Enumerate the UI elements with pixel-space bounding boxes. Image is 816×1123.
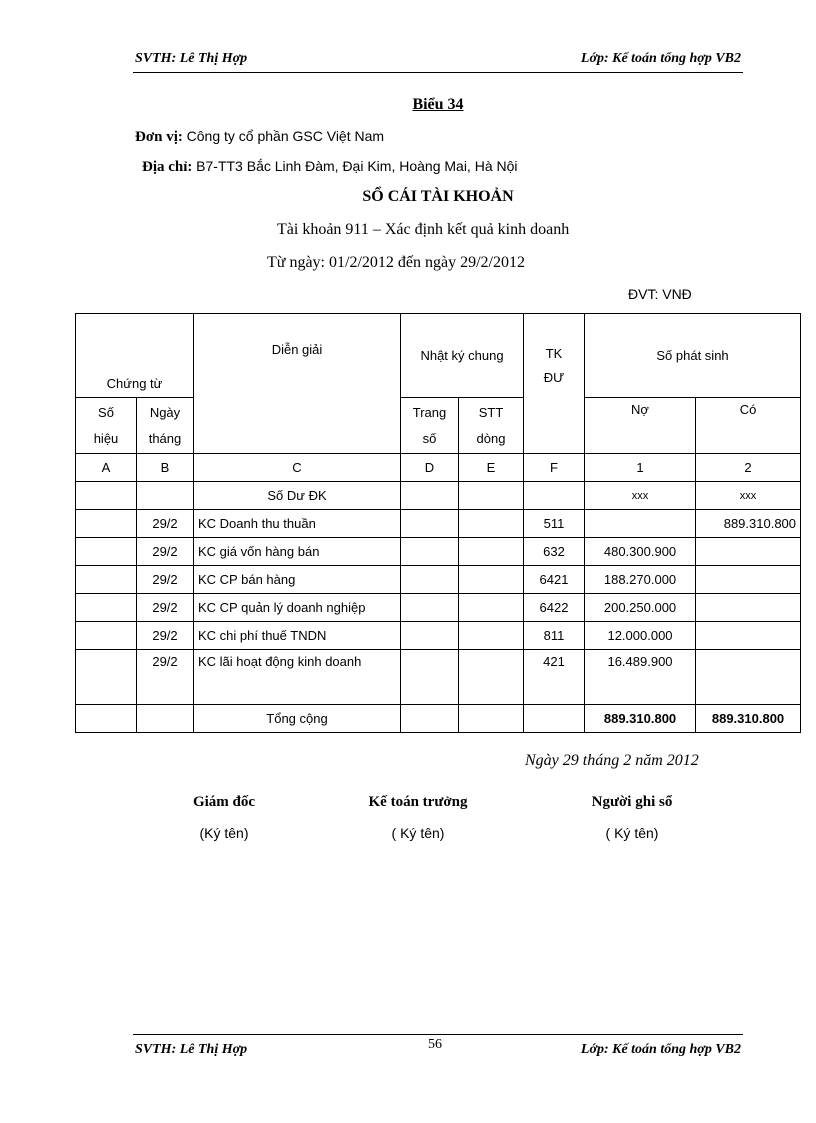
unit-line <box>135 128 384 146</box>
header-credit: Có <box>696 398 801 454</box>
row-account: 6422 <box>524 594 585 622</box>
header-class: Lớp: Kế toán tổng hợp VB2 <box>580 51 741 66</box>
row-account: 632 <box>524 538 585 566</box>
header-journal-stt <box>459 398 524 454</box>
row-credit <box>696 650 801 705</box>
address-label: Địa chỉ: <box>142 159 193 175</box>
table-row <box>76 622 801 650</box>
row-debit: 16.489.900 <box>585 650 696 705</box>
row-debit: 200.250.000 <box>585 594 696 622</box>
row-date: 29/2 <box>137 650 194 705</box>
opening-debit: xxx <box>585 482 696 510</box>
opening-credit: xxx <box>696 482 801 510</box>
signature-title-director: Giám đốc <box>192 794 256 810</box>
total-debit: 889.310.800 <box>585 705 696 733</box>
header-tk-line2: ĐƯ <box>543 370 565 385</box>
code-cell: A <box>76 454 137 482</box>
signature-title-chief-accountant: Kế toán trưởng <box>368 794 468 810</box>
table-row <box>76 510 801 538</box>
row-description: KC CP bán hàng <box>194 566 401 594</box>
row-date: 29/2 <box>137 622 194 650</box>
row-credit <box>696 538 801 566</box>
opening-balance-row <box>76 482 801 510</box>
account-title: Tài khoản 911 – Xác định kết quả kinh doanh <box>277 221 570 238</box>
row-date: 29/2 <box>137 510 194 538</box>
row-description: KC CP quản lý doanh nghiệp <box>194 594 401 622</box>
footer-class: Lớp: Kế toán tổng hợp VB2 <box>580 1042 741 1057</box>
row-account: 511 <box>524 510 585 538</box>
header-tk-du <box>524 314 585 454</box>
row-description: KC Doanh thu thuần <box>194 510 401 538</box>
footer-student: SVTH: Lê Thị Hợp <box>135 1042 248 1057</box>
row-description: KC chi phí thuế TNDN <box>194 622 401 650</box>
code-cell: C <box>194 454 401 482</box>
row-account: 421 <box>524 650 585 705</box>
opening-label: Số Dư ĐK <box>194 482 401 510</box>
signature-note-director: (Ký tên) <box>199 825 249 841</box>
row-debit: 188.270.000 <box>585 566 696 594</box>
row-debit: 12.000.000 <box>585 622 696 650</box>
address-line <box>142 158 518 176</box>
header-date-line2: tháng <box>148 430 182 446</box>
unit-value: Công ty cổ phần GSC Việt Nam <box>186 128 385 144</box>
header-date-line1: Ngày <box>149 404 181 420</box>
address-value: B7-TT3 Bắc Linh Đàm, Đại Kim, Hoàng Mai, Hà Nội <box>196 158 518 174</box>
header-amount: Số phát sinh <box>585 314 801 398</box>
header-voucher-date <box>137 398 194 454</box>
total-row <box>76 705 801 733</box>
row-credit <box>696 594 801 622</box>
code-cell: D <box>401 454 459 482</box>
header-journal-page <box>401 398 459 454</box>
header-debit: Nợ <box>585 398 696 454</box>
header-stt-line1: STT <box>478 404 504 420</box>
currency-unit: ĐVT: VNĐ <box>628 286 692 302</box>
code-cell: E <box>459 454 524 482</box>
header-tk-line1: TK <box>545 346 563 361</box>
row-date: 29/2 <box>137 594 194 622</box>
ledger-table <box>75 313 801 733</box>
header-voucher-no <box>76 398 137 454</box>
header-journal: Nhật ký chung <box>401 314 524 398</box>
code-cell: 2 <box>696 454 801 482</box>
row-date: 29/2 <box>137 538 194 566</box>
sign-date: Ngày 29 tháng 2 năm 2012 <box>525 752 699 769</box>
header-page-line2: số <box>422 430 437 446</box>
signature-note-chief-accountant: ( Ký tên) <box>391 825 445 841</box>
table-row <box>76 650 801 705</box>
header-no-line1: Số <box>98 404 114 420</box>
row-date: 29/2 <box>137 566 194 594</box>
table-row <box>76 538 801 566</box>
code-row <box>76 454 801 482</box>
row-credit <box>696 622 801 650</box>
row-description: KC lãi hoạt động kinh doanh <box>194 650 401 705</box>
signature-note-recorder: ( Ký tên) <box>605 825 659 841</box>
header-page-line1: Trang <box>412 404 447 420</box>
header-rule <box>133 72 743 73</box>
header-no-line2: hiệu <box>93 430 119 446</box>
table-row <box>76 594 801 622</box>
row-account: 811 <box>524 622 585 650</box>
row-debit <box>585 510 696 538</box>
form-title: Biểu 34 <box>412 96 464 113</box>
header-description: Diễn giải <box>194 314 401 454</box>
row-debit: 480.300.900 <box>585 538 696 566</box>
row-credit <box>696 566 801 594</box>
total-label: Tổng cộng <box>194 705 401 733</box>
code-cell: B <box>137 454 194 482</box>
row-description: KC giá vốn hàng bán <box>194 538 401 566</box>
row-account: 6421 <box>524 566 585 594</box>
footer-rule <box>133 1034 743 1035</box>
header-stt-line2: dòng <box>476 430 506 446</box>
header-voucher: Chứng từ <box>76 314 194 398</box>
unit-label: Đơn vị: <box>135 129 183 145</box>
header-student: SVTH: Lê Thị Hợp <box>135 51 248 66</box>
signature-title-recorder: Người ghi sổ <box>591 794 673 810</box>
code-cell: 1 <box>585 454 696 482</box>
total-credit: 889.310.800 <box>696 705 801 733</box>
row-credit: 889.310.800 <box>696 510 801 538</box>
period: Từ ngày: 01/2/2012 đến ngày 29/2/2012 <box>267 254 525 271</box>
ledger-title: SỔ CÁI TÀI KHOẢN <box>362 188 514 205</box>
page-number: 56 <box>428 1037 442 1052</box>
code-cell: F <box>524 454 585 482</box>
table-row <box>76 566 801 594</box>
